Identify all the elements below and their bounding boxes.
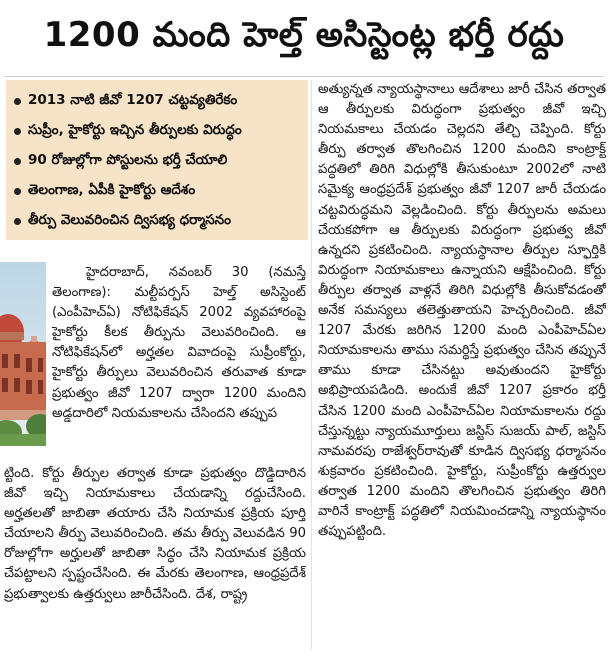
bullet-dot-icon <box>14 98 21 105</box>
highlight-text: తెలంగాణ, ఏపీకి హైకోర్టు ఆదేశం <box>28 181 196 198</box>
headline-rule <box>4 76 604 77</box>
highlight-text: తీర్పు వెలువరించిన ద్విసభ్య ధర్మాసనం <box>28 211 231 228</box>
highlight-text: 2013 నాటి జీవో 1207 చట్టవ్యతిరేకం <box>28 91 238 108</box>
bullet-dot-icon <box>14 128 21 135</box>
high-court-building-image <box>0 262 46 446</box>
bullet-dot-icon <box>14 218 21 225</box>
highlight-item <box>14 176 304 206</box>
column-divider <box>311 80 312 650</box>
bullet-dot-icon <box>14 158 21 165</box>
highlight-item <box>14 146 304 176</box>
article-paragraph-intro: హైదరాబాద్, నవంబర్ 30 (నమస్తే తెలంగాణ): మల్టీపర్పస్ హెల్త్ అసిస్టెంట్ (ఎంపీహెచ్ఏ) నోటిఫికేషన్ 2002 వ్యవహారంపై హైకోర్టు కీలక తీర్పును వెలువరించింది. ఆ నోటిఫికేషన్‌లో అర్హతల వివాదంపై సుప్రీంకోర్టు, హైకోర్టు తీర్పులు వెలువరించిన తరువాత కూడా ప్రభుత్వం జీవో 1207 ద్వారా 1200 మందిని అడ్డదారిలో నియమకాలను చేసిందని తప్పుప <box>52 265 306 421</box>
highlight-text: 90 రోజుల్లోగా పోస్టులను భర్తీ చేయాలి <box>28 151 228 168</box>
article-paragraph-left: ట్టింది. కోర్టు తీర్పుల తర్వాత కూడా ప్రభుత్వం దొడ్డిదారిన జీవో ఇచ్చి నియామకాలు చేయడాన్ని రద్దుచేసింది. అర్హతలతో జాబితా తయారు చేసి నియామక ప్రక్రియ పూర్తి చేయాలని తీర్పు వెలువరించింది. తమ తీర్పు వెలువడిన 90 రోజుల్లోగా అర్హులతో జాబితా సిద్ధం చేసి నియామక ప్రక్రియ చేపట్టాలని స్పష్టంచేసింది. ఈ మేరకు తెలంగాణ, ఆంధ్రప్రదేశ్ ప్రభుత్వాలకు ఉత్తర్వులు జారీచేసింది. దేశ, రాష్ట్ర <box>4 466 306 602</box>
headline: 1200 మంది హెల్త్ అసిస్టెంట్ల భర్తీ రద్దు <box>43 15 565 55</box>
bullet-dot-icon <box>14 188 21 195</box>
highlights-box <box>6 80 308 240</box>
highlight-item <box>14 116 304 146</box>
highlight-item <box>14 206 304 236</box>
highlight-text: సుప్రీం, హైకోర్టు ఇచ్చిన తీర్పులకు విరుద్ధం <box>28 121 242 138</box>
highlight-item <box>14 86 304 116</box>
high-court-photo <box>0 262 46 446</box>
article-paragraph-right: అత్యున్నత న్యాయస్థానాలు ఆదేశాలు జారీ చేసిన తర్వాత ఆ తీర్పులకు విరుద్ధంగా ప్రభుత్వం జీవో ఇచ్చి నియమకాలు చేయడం చెల్లదని తేల్చి చెప్పింది. కోర్టు తీర్పు తర్వాత తొలగించిన 1200 మందిని కాంట్రాక్ట్ పద్ధతిలో తిరిగి విధుల్లోకి తీసుకుంటూ 2002లో నాటి సమైక్య ఆంధ్రప్రదేశ్ ప్రభుత్వం జీవో 1207 జారీ చేయడం చట్టవిరుద్ధమని వెల్లడించింది. కోర్టు తీర్పులను అమలు చేయకపోగా ఆ తీర్పులకు విరుద్ధంగా ప్రభుత్వ జీవో ఉన్నదని ప్రకటించింది. న్యాయస్థానాల తీర్పుల స్ఫూర్తికి విరుద్ధంగా నియామకాలు ఉన్నాయని ఆక్షేపించింది. కోర్టు తీర్పుల తర్వాత వాళ్లనే తిరిగి విధుల్లోకి తీసుకోవడంతో అనేక సమస్యలు తలెత్తుతాయని హెచ్చరించింది. జీవో 1207 మేరకు జరిగిన 1200 మంది ఎంపీహెచ్ఏల నియామకాలను తాము సమర్థిస్తే ప్రభుత్వం చేసిన తప్పునే తాము కూడా చేసినట్టు అవుతుందని హైకోర్టు అభిప్రాయపడింది. అందుకే జీవో 1207 ప్రకారం భర్తీ చేసిన 1200 మంది ఎంపీహెచ్ఏల నియామకాలను రద్దు చేస్తున్నట్టు న్యాయమూర్తులు జస్టిస్ సుజయ్ పాల్, జస్టిస్ నామవరపు రాజేశ్వర్‌రావుతో కూడిన ద్విసభ్య ధర్మాసనం శుక్రవారం ప్రకటించింది. హైకోర్టు, సుప్రీంకోర్టు ఉత్తర్వుల తర్వాత 1200 మందిని తొలగించిన ప్రభుత్వం తిరిగి వారినే కాంట్రాక్ట్ పద్ధతిలో నియమించడాన్ని న్యాయస్థానం తప్పుపట్టింది. <box>318 82 606 540</box>
